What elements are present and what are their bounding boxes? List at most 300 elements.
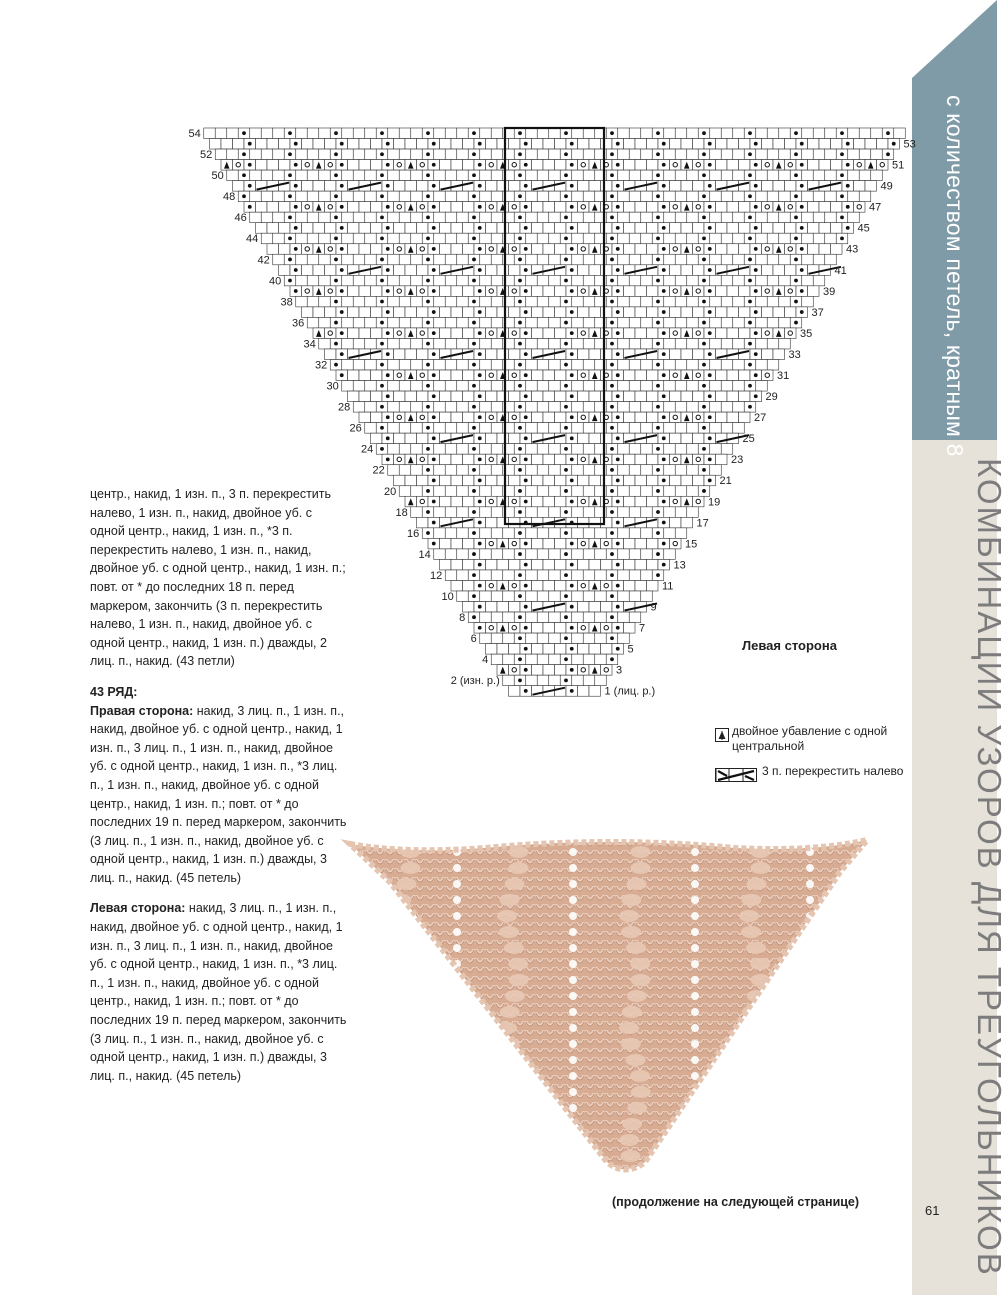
chart-cell <box>491 233 503 244</box>
chart-cell <box>693 349 705 360</box>
eyelet-hole <box>453 1120 461 1128</box>
chart-cell <box>555 286 567 297</box>
purl-dot <box>386 289 390 293</box>
chart-cell <box>635 496 647 507</box>
purl-dot <box>478 436 482 440</box>
purl-dot <box>610 489 614 493</box>
chart-cell <box>808 244 820 255</box>
cable-stitch <box>401 974 421 986</box>
chart-cell <box>670 223 682 234</box>
chart-cell <box>773 307 785 318</box>
purl-dot <box>610 573 614 577</box>
chart-cell <box>773 139 785 150</box>
cable-stitch <box>631 974 651 986</box>
chart-cell <box>388 444 400 455</box>
chart-cell <box>491 296 503 307</box>
chart-cell <box>572 591 584 602</box>
purl-dot <box>294 247 298 251</box>
chart-cell <box>509 160 521 171</box>
chart-cell <box>417 328 429 339</box>
purl-dot <box>472 258 476 262</box>
chart-cell <box>762 202 774 213</box>
chart-cell <box>767 233 779 244</box>
cable-stitch <box>505 1102 525 1114</box>
purl-dot <box>472 194 476 198</box>
purl-dot <box>570 226 574 230</box>
chart-cell <box>733 338 745 349</box>
chart-cell <box>210 139 222 150</box>
chart-cell <box>394 181 406 192</box>
cable-stitch <box>747 878 767 890</box>
cable-stitch <box>400 862 420 874</box>
purl-dot <box>478 247 482 251</box>
chart-cell <box>399 233 411 244</box>
chart-cell <box>359 307 371 318</box>
chart-cell <box>537 444 549 455</box>
purl-dot <box>524 500 528 504</box>
cable-stitch <box>751 1086 771 1098</box>
chart-cell <box>491 381 503 392</box>
row-number-right: 9 <box>650 601 657 614</box>
purl-dot <box>380 405 384 409</box>
chart-cell <box>445 233 457 244</box>
chart-cell <box>681 391 693 402</box>
chart-cell <box>405 181 417 192</box>
chart-cell <box>445 191 457 202</box>
purl-dot <box>386 205 390 209</box>
row-number-left: 38 <box>280 296 293 309</box>
purl-dot <box>524 142 528 146</box>
chart-cell <box>641 549 653 560</box>
cable-stitch <box>747 1102 767 1114</box>
chart-cell <box>877 139 889 150</box>
chart-cell <box>279 160 291 171</box>
purl-dot <box>616 268 620 272</box>
chart-cell <box>371 328 383 339</box>
chart-cell <box>578 307 590 318</box>
eyelet-hole <box>569 944 577 952</box>
chart-cell <box>526 444 538 455</box>
chart-cell <box>279 202 291 213</box>
chart-cell <box>457 191 469 202</box>
chart-cell <box>480 444 492 455</box>
purl-dot <box>472 279 476 283</box>
chart-cell <box>871 170 883 181</box>
chart-cell <box>503 675 515 686</box>
chart-cell <box>411 486 423 497</box>
purl-dot <box>334 215 338 219</box>
chart-cell <box>618 381 630 392</box>
chart-cell <box>342 191 354 202</box>
chart-cell <box>509 244 521 255</box>
chart-cell <box>480 317 492 328</box>
purl-dot <box>432 184 436 188</box>
purl-dot <box>610 194 614 198</box>
chart-cell <box>572 212 584 223</box>
purl-dot <box>288 215 292 219</box>
chart-cell <box>739 139 751 150</box>
chart-cell <box>675 296 687 307</box>
chart-cell <box>618 338 630 349</box>
chart-cell <box>302 202 314 213</box>
chart-cell <box>445 212 457 223</box>
chart-cell <box>802 170 814 181</box>
chart-cell <box>296 212 308 223</box>
chart-cell <box>532 412 544 423</box>
chart-cell <box>785 265 797 276</box>
chart-cell <box>687 444 699 455</box>
purl-dot <box>702 489 706 493</box>
chart-cell <box>687 317 699 328</box>
chart-cell <box>348 307 360 318</box>
chart-cell <box>307 149 319 160</box>
chart-cell <box>486 496 498 507</box>
purl-dot <box>478 184 482 188</box>
cable-stitch <box>508 958 528 970</box>
chart-cell <box>710 359 722 370</box>
chart-cell <box>624 538 636 549</box>
chart-cell <box>509 391 521 402</box>
chart-cell <box>307 170 319 181</box>
chart-cell <box>532 454 544 465</box>
purl-dot <box>886 131 890 135</box>
purl-dot <box>570 500 574 504</box>
chart-cell <box>273 254 285 265</box>
chart-cell <box>491 423 503 434</box>
chart-cell <box>480 633 492 644</box>
purl-dot <box>334 237 338 241</box>
chart-cell <box>578 454 590 465</box>
chart-cell <box>399 128 411 139</box>
purl-dot <box>472 405 476 409</box>
chart-cell <box>589 517 601 528</box>
chart-cell <box>526 423 538 434</box>
purl-dot <box>754 268 758 272</box>
purl-dot <box>570 352 574 356</box>
chart-cell <box>555 223 567 234</box>
chart-cell <box>526 254 538 265</box>
chart-cell <box>589 686 601 697</box>
chart-cell <box>491 402 503 413</box>
purl-dot <box>334 363 338 367</box>
chart-cell <box>365 381 377 392</box>
purl-dot <box>702 363 706 367</box>
purl-dot <box>524 584 528 588</box>
purl-dot <box>426 237 430 241</box>
cable-stitch <box>391 1038 411 1050</box>
chart-cell <box>583 465 595 476</box>
purl-dot <box>662 142 666 146</box>
purl-dot <box>386 457 390 461</box>
purl-dot <box>570 436 574 440</box>
purl-dot <box>794 279 798 283</box>
chart-cell <box>727 160 739 171</box>
purl-dot <box>432 373 436 377</box>
purl-dot <box>616 415 620 419</box>
chart-cell <box>664 149 676 160</box>
eyelet-hole <box>691 928 699 936</box>
eyelet-hole <box>691 912 699 920</box>
chart-cell <box>480 528 492 539</box>
chart-cell <box>670 454 682 465</box>
chart-cell <box>756 296 768 307</box>
purl-dot <box>702 384 706 388</box>
eyelet-hole <box>806 1040 814 1048</box>
purl-dot <box>610 173 614 177</box>
chart-cell <box>601 202 613 213</box>
purl-dot <box>288 258 292 262</box>
purl-dot <box>800 205 804 209</box>
chart-cell <box>526 296 538 307</box>
chart-cell <box>411 381 423 392</box>
chart-cell <box>399 465 411 476</box>
chart-cell <box>555 307 567 318</box>
chart-cell <box>647 496 659 507</box>
purl-dot <box>340 205 344 209</box>
purl-dot <box>518 510 522 514</box>
purl-dot <box>524 542 528 546</box>
chart-cell <box>572 633 584 644</box>
chart-cell <box>687 212 699 223</box>
chart-cell <box>675 528 687 539</box>
chart-cell <box>618 212 630 223</box>
chart-cell <box>394 307 406 318</box>
chart-cell <box>687 359 699 370</box>
purl-dot <box>846 184 850 188</box>
purl-dot <box>432 352 436 356</box>
chart-cell <box>307 275 319 286</box>
chart-cell <box>509 286 521 297</box>
chart-cell <box>733 128 745 139</box>
purl-dot <box>478 352 482 356</box>
chart-cell <box>543 202 555 213</box>
cable-stitch <box>741 1038 761 1050</box>
chart-cell <box>670 538 682 549</box>
purl-dot <box>426 363 430 367</box>
chart-cell <box>779 212 791 223</box>
purl-dot <box>248 205 252 209</box>
chart-cell <box>365 423 377 434</box>
chart-cell <box>641 591 653 602</box>
chart-cell <box>445 528 457 539</box>
chart-cell <box>693 496 705 507</box>
chart-cell <box>302 307 314 318</box>
chart-cell <box>543 328 555 339</box>
chart-cell <box>526 338 538 349</box>
row-number-right: 23 <box>731 454 744 467</box>
purl-dot <box>662 352 666 356</box>
chart-cell <box>802 233 814 244</box>
chart-cell <box>348 286 360 297</box>
chart-cell <box>583 507 595 518</box>
chart-cell <box>721 317 733 328</box>
eyelet-hole <box>569 1008 577 1016</box>
purl-dot <box>570 331 574 335</box>
eyelet-hole <box>569 960 577 968</box>
chart-cell <box>543 496 555 507</box>
chart-cell <box>681 265 693 276</box>
chart-cell <box>319 170 331 181</box>
chart-cell <box>486 349 498 360</box>
purl-dot <box>564 594 568 598</box>
chart-cell <box>451 307 463 318</box>
purl-dot <box>294 289 298 293</box>
chart-cell <box>819 202 831 213</box>
chart-cell <box>296 170 308 181</box>
purl-dot <box>662 373 666 377</box>
purl-dot <box>518 279 522 283</box>
chart-cell <box>273 170 285 181</box>
chart-cell <box>629 486 641 497</box>
chart-cell <box>486 412 498 423</box>
chart-cell <box>365 338 377 349</box>
chart-cell <box>497 433 509 444</box>
chart-cell <box>555 580 567 591</box>
chart-cell <box>451 454 463 465</box>
purl-dot <box>702 300 706 304</box>
chart-cell <box>629 381 641 392</box>
purl-dot <box>708 247 712 251</box>
chart-cell <box>463 244 475 255</box>
instructions-intro: центр., накид, 1 изн. п., 3 п. перекрестить налево, 1 изн. п., накид, двойное уб. с одной центр., накид, 1 изн. п., *3 п. перекрестить налево, 1 изн. п., накид, двойное уб. с одной центр., накид, 1 изн. п.; повт. от * до последних 18 п. перед маркером, закончить (3 п. перекрестить налево, 1 изн. п., накид, двойное уб. с одной центр., накид, 1 изн. п.) дважды, 2 лиц. п., накид. (43 петли) <box>90 487 346 669</box>
purl-dot <box>288 173 292 177</box>
chart-cell <box>319 212 331 223</box>
chart-cell <box>549 254 561 265</box>
chart-cell <box>543 370 555 381</box>
chart-cell <box>486 517 498 528</box>
chart-cell <box>813 149 825 160</box>
chart-cell <box>572 423 584 434</box>
chart-cell <box>773 349 785 360</box>
cable-stitch <box>397 1102 417 1114</box>
chart-cell <box>526 402 538 413</box>
chart-cell <box>601 160 613 171</box>
purl-dot <box>610 636 614 640</box>
chart-cell <box>721 359 733 370</box>
chart-cell <box>273 149 285 160</box>
chart-cell <box>756 254 768 265</box>
purl-dot <box>426 489 430 493</box>
chart-cell <box>555 391 567 402</box>
chart-cell <box>808 139 820 150</box>
chart-cell <box>601 602 613 613</box>
chart-cell <box>572 549 584 560</box>
chart-cell <box>537 359 549 370</box>
purl-dot <box>524 605 528 609</box>
chart-cell <box>831 160 843 171</box>
cable-stitch <box>621 894 641 906</box>
eyelet-hole <box>569 1136 577 1144</box>
chart-cell <box>267 223 279 234</box>
chart-cell <box>532 580 544 591</box>
chart-cell <box>359 328 371 339</box>
chart-cell <box>583 233 595 244</box>
chart-cell <box>733 233 745 244</box>
chart-cell <box>457 296 469 307</box>
chart-cell <box>388 233 400 244</box>
purl-dot <box>478 226 482 230</box>
purl-dot <box>708 163 712 167</box>
purl-dot <box>656 552 660 556</box>
chart-cell <box>348 223 360 234</box>
chart-cell <box>394 202 406 213</box>
chart-cell <box>618 402 630 413</box>
purl-dot <box>432 163 436 167</box>
purl-dot <box>294 205 298 209</box>
purl-dot <box>478 563 482 567</box>
cable-stitch <box>739 1022 759 1034</box>
chart-cell <box>491 444 503 455</box>
row-number-left: 14 <box>418 548 431 561</box>
purl-dot <box>524 289 528 293</box>
chart-cell <box>675 275 687 286</box>
chart-cell <box>572 191 584 202</box>
chart-cell <box>785 244 797 255</box>
chart-cell <box>601 475 613 486</box>
purl-dot <box>518 636 522 640</box>
row-number-right: 5 <box>627 643 634 656</box>
chart-cell <box>388 402 400 413</box>
chart-cell <box>681 307 693 318</box>
purl-dot <box>294 226 298 230</box>
purl-dot <box>242 152 246 156</box>
purl-dot <box>610 131 614 135</box>
chart-cell <box>491 528 503 539</box>
purl-dot <box>564 384 568 388</box>
chart-cell <box>589 265 601 276</box>
chart-cell <box>727 286 739 297</box>
chart-cell <box>624 412 636 423</box>
purl-dot <box>518 405 522 409</box>
purl-dot <box>656 321 660 325</box>
chart-cell <box>417 139 429 150</box>
row-number-right: 15 <box>685 538 698 551</box>
chart-cell <box>578 391 590 402</box>
chart-cell <box>595 549 607 560</box>
chart-cell <box>353 149 365 160</box>
chart-cell <box>670 160 682 171</box>
chart-cell <box>727 412 739 423</box>
chart-cell <box>813 170 825 181</box>
eyelet-hole <box>691 1008 699 1016</box>
chart-cell <box>641 381 653 392</box>
chart-cell <box>394 328 406 339</box>
purl-dot <box>610 426 614 430</box>
chart-cell <box>716 202 728 213</box>
cable-stitch <box>500 1006 520 1018</box>
chart-cell <box>296 191 308 202</box>
chart-cell <box>831 202 843 213</box>
chart-cell <box>319 296 331 307</box>
chart-cell <box>727 244 739 255</box>
chart-cell <box>572 381 584 392</box>
chart-cell <box>756 191 768 202</box>
chart-cell <box>497 391 509 402</box>
chart-cell <box>486 139 498 150</box>
purl-dot <box>708 331 712 335</box>
chart-cell <box>601 265 613 276</box>
chart-cell <box>451 244 463 255</box>
chart-cell <box>664 381 676 392</box>
chart-cell <box>457 465 469 476</box>
cable-stitch <box>740 1150 760 1162</box>
chart-cell <box>647 580 659 591</box>
chart-cell <box>756 128 768 139</box>
purl-dot <box>518 552 522 556</box>
chart-cell <box>618 359 630 370</box>
eyelet-hole <box>691 1136 699 1144</box>
chart-cell <box>261 170 273 181</box>
